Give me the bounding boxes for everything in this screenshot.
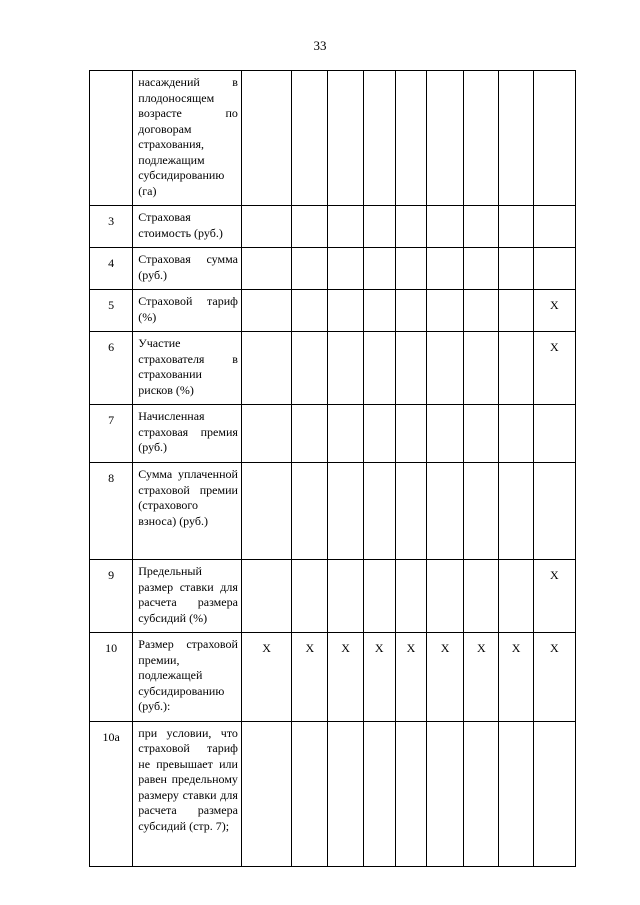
value-cell <box>499 405 533 463</box>
not-applicable-mark: Х <box>549 641 559 655</box>
value-cell <box>328 248 363 290</box>
row-description: при условии, что страховой тариф не превышает или равен предельному размеру ставки для расчета размера субсидий (стр. 7); <box>133 721 242 866</box>
row-number <box>90 71 133 206</box>
value-cell <box>533 290 575 332</box>
value-cell <box>427 405 464 463</box>
value-cell <box>499 560 533 633</box>
value-cell <box>292 721 328 866</box>
not-applicable-mark: Х <box>374 641 384 655</box>
value-cell <box>363 560 395 633</box>
value-cell <box>427 332 464 405</box>
value-cell <box>427 560 464 633</box>
value-cell <box>464 633 499 722</box>
value-cell <box>241 290 291 332</box>
value-cell <box>464 206 499 248</box>
value-cell <box>464 290 499 332</box>
value-cell <box>427 206 464 248</box>
value-cell <box>499 633 533 722</box>
value-cell <box>533 721 575 866</box>
page-number: 33 <box>313 38 327 53</box>
value-cell <box>292 248 328 290</box>
value-cell <box>241 633 291 722</box>
value-cell <box>328 332 363 405</box>
value-cell <box>464 248 499 290</box>
value-cell <box>363 206 395 248</box>
value-cell <box>292 71 328 206</box>
value-cell <box>533 71 575 206</box>
value-cell <box>241 560 291 633</box>
value-cell <box>395 248 426 290</box>
value-cell <box>427 463 464 560</box>
value-cell <box>328 463 363 560</box>
value-cell <box>464 463 499 560</box>
value-cell <box>464 560 499 633</box>
value-cell <box>241 721 291 866</box>
value-cell <box>292 332 328 405</box>
row-description: насаждений в плодоносящем возрасте по договорам страхования, подлежащим субсидированию (га) <box>133 71 242 206</box>
value-cell <box>464 721 499 866</box>
value-cell <box>395 290 426 332</box>
value-cell <box>328 721 363 866</box>
value-cell <box>499 71 533 206</box>
value-cell <box>533 633 575 722</box>
value-cell <box>464 332 499 405</box>
row-number: 10 <box>90 633 133 722</box>
value-cell <box>464 405 499 463</box>
value-cell <box>499 332 533 405</box>
value-cell <box>363 71 395 206</box>
subsidy-form-table <box>89 70 576 867</box>
row-description: Начисленная страховая премия (руб.) <box>133 405 242 463</box>
value-cell <box>328 633 363 722</box>
row-number: 10а <box>90 721 133 866</box>
table-row <box>90 463 576 560</box>
row-description: Страховая сумма (руб.) <box>133 248 242 290</box>
row-description: Размер страховой премии, подлежащей субсидированию (руб.): <box>133 633 242 722</box>
not-applicable-mark: Х <box>440 641 450 655</box>
value-cell <box>363 290 395 332</box>
value-cell <box>395 206 426 248</box>
table-row <box>90 290 576 332</box>
value-cell <box>328 290 363 332</box>
value-cell <box>292 560 328 633</box>
value-cell <box>427 633 464 722</box>
value-cell <box>292 290 328 332</box>
not-applicable-mark: Х <box>549 340 559 354</box>
value-cell <box>328 405 363 463</box>
table-row <box>90 633 576 722</box>
value-cell <box>499 290 533 332</box>
not-applicable-mark: Х <box>549 298 559 312</box>
row-number: 8 <box>90 463 133 560</box>
row-number: 7 <box>90 405 133 463</box>
value-cell <box>395 721 426 866</box>
row-number: 5 <box>90 290 133 332</box>
row-description: Страховой тариф (%) <box>133 290 242 332</box>
value-cell <box>427 721 464 866</box>
value-cell <box>241 463 291 560</box>
value-cell <box>241 248 291 290</box>
value-cell <box>328 71 363 206</box>
value-cell <box>292 463 328 560</box>
value-cell <box>464 71 499 206</box>
value-cell <box>533 248 575 290</box>
table-row <box>90 332 576 405</box>
value-cell <box>499 463 533 560</box>
value-cell <box>499 721 533 866</box>
table-row <box>90 721 576 866</box>
not-applicable-mark: Х <box>341 641 350 655</box>
value-cell <box>363 633 395 722</box>
value-cell <box>328 560 363 633</box>
row-number: 9 <box>90 560 133 633</box>
table-row <box>90 206 576 248</box>
row-number: 3 <box>90 206 133 248</box>
value-cell <box>241 206 291 248</box>
value-cell <box>533 463 575 560</box>
value-cell <box>363 332 395 405</box>
value-cell <box>395 405 426 463</box>
value-cell <box>533 405 575 463</box>
value-cell <box>395 332 426 405</box>
value-cell <box>395 463 426 560</box>
row-description: Участие страхователя в страховании рисков (%) <box>133 332 242 405</box>
row-description: Предельный размер ставки для расчета размера субсидий (%) <box>133 560 242 633</box>
table-row <box>90 248 576 290</box>
value-cell <box>395 71 426 206</box>
row-number: 4 <box>90 248 133 290</box>
table-row <box>90 405 576 463</box>
not-applicable-mark: Х <box>549 568 559 582</box>
row-description: Сумма уплаченной страховой премии (страхового взноса) (руб.) <box>133 463 242 560</box>
value-cell <box>395 633 426 722</box>
not-applicable-mark: Х <box>406 641 416 655</box>
value-cell <box>292 206 328 248</box>
value-cell <box>533 206 575 248</box>
value-cell <box>499 248 533 290</box>
value-cell <box>363 463 395 560</box>
value-cell <box>427 290 464 332</box>
value-cell <box>363 248 395 290</box>
value-cell <box>363 721 395 866</box>
table-body <box>90 71 576 867</box>
row-description: Страховая стоимость (руб.) <box>133 206 242 248</box>
not-applicable-mark: Х <box>305 641 315 655</box>
not-applicable-mark: Х <box>477 641 486 655</box>
value-cell <box>395 560 426 633</box>
value-cell <box>363 405 395 463</box>
value-cell <box>533 332 575 405</box>
row-number: 6 <box>90 332 133 405</box>
value-cell <box>499 206 533 248</box>
value-cell <box>241 405 291 463</box>
not-applicable-mark: Х <box>262 641 271 655</box>
table-row <box>90 560 576 633</box>
value-cell <box>292 633 328 722</box>
value-cell <box>328 206 363 248</box>
value-cell <box>533 560 575 633</box>
value-cell <box>292 405 328 463</box>
value-cell <box>427 248 464 290</box>
value-cell <box>241 332 291 405</box>
value-cell <box>427 71 464 206</box>
not-applicable-mark: Х <box>511 641 521 655</box>
value-cell <box>241 71 291 206</box>
table-row <box>90 71 576 206</box>
